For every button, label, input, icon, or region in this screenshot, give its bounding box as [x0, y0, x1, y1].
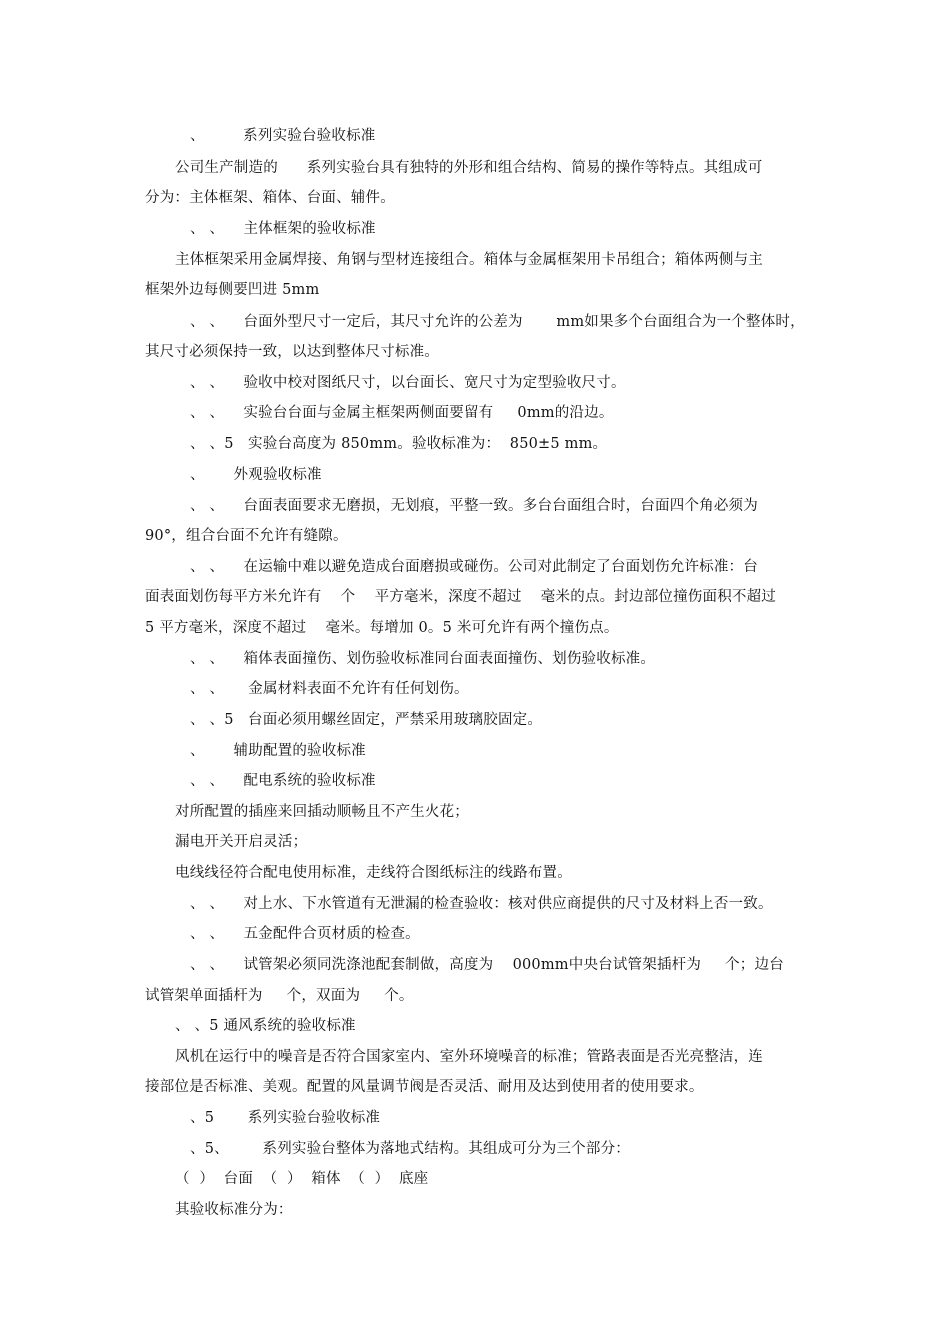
- paragraph-line: 90°，组合台面不允许有缝隙。: [145, 528, 348, 544]
- paragraph-line: 漏电开关开启灵活；: [175, 834, 308, 850]
- paragraph-line: 电线线径符合配电使用标准，走线符合图纸标注的线路布置。: [175, 865, 572, 881]
- paragraph-line: 框架外边每侧要凹进 5mm: [145, 282, 320, 298]
- heading-2: 、 外观验收标准: [190, 467, 322, 483]
- heading-1-1: 、 、 主体框架的验收标准: [190, 221, 376, 237]
- paragraph-line: 5 平方毫米，深度不超过 毫米。每增加 0。5 米可允许有两个撞伤点。: [145, 620, 619, 636]
- item-line: 、 、 台面表面要求无磨损，无划痕，平整一致。多台台面组合时，台面四个角必须为: [190, 498, 758, 514]
- item-line: 、 、 金属材料表面不允许有任何划伤。: [190, 681, 469, 697]
- item-line: 、 、 台面外型尺寸一定后，其尺寸允许的公差为 mm如果多个台面组合为一个整体时，: [190, 314, 805, 330]
- heading-3-5: 、 、5 通风系统的验收标准: [175, 1018, 356, 1034]
- item-line: 、 、5 实验台高度为 850mm。验收标准为： 850±5 mm。: [190, 436, 608, 452]
- heading-3-1: 、 、 配电系统的验收标准: [190, 773, 376, 789]
- paragraph-line: 接部位是否标准、美观。配置的风量调节阀是否灵活、耐用及达到使用者的使用要求。: [145, 1079, 704, 1095]
- paragraph-line: 公司生产制造的 系列实验台具有独特的外形和组合结构、简易的操作等特点。其组成可: [175, 160, 763, 176]
- item-line: 、 、5 台面必须用螺丝固定，严禁采用玻璃胶固定。: [190, 712, 543, 728]
- item-line: 、 、 对上水、下水管道有无泄漏的检查验收：核对供应商提供的尺寸及材料上否一致。: [190, 896, 773, 912]
- heading-5: 、5 系列实验台验收标准: [190, 1110, 381, 1126]
- component-list: （ ） 台面 （ ） 箱体 （ ） 底座: [175, 1171, 429, 1187]
- paragraph-line: 对所配置的插座来回插动顺畅且不产生火花；: [175, 804, 469, 820]
- heading-3: 、 辅助配置的验收标准: [190, 743, 366, 759]
- paragraph-line: 风机在运行中的噪音是否符合国家室内、室外环境噪音的标准；管路表面是否光亮整洁，连: [175, 1049, 763, 1065]
- paragraph-line: 主体框架采用金属焊接、角钢与型材连接组合。箱体与金属框架用卡吊组合；箱体两侧与主: [175, 252, 763, 268]
- item-line: 、 、 验收中校对图纸尺寸，以台面长、宽尺寸为定型验收尺寸。: [190, 375, 626, 391]
- item-line: 、5、 系列实验台整体为落地式结构。其组成可分为三个部分：: [190, 1141, 630, 1157]
- paragraph-line: 其验收标准分为：: [175, 1202, 293, 1218]
- item-line: 、 、 试管架必须同洗涤池配套制做，高度为 000mm中央台试管架插杆为 个；边台: [190, 957, 784, 973]
- item-line: 、 、 在运输中难以避免造成台面磨损或碰伤。公司对此制定了台面划伤允许标准：台: [190, 559, 758, 575]
- item-line: 、 、 五金配件合页材质的检查。: [190, 926, 420, 942]
- heading-1: 、 系列实验台验收标准: [190, 128, 376, 144]
- item-line: 、 、 箱体表面撞伤、划伤验收标准同台面表面撞伤、划伤验收标准。: [190, 651, 656, 667]
- paragraph-line: 试管架单面插杆为 个，双面为 个。: [145, 988, 414, 1004]
- paragraph-line: 其尺寸必须保持一致，以达到整体尺寸标准。: [145, 344, 439, 360]
- paragraph-line: 面表面划伤每平方米允许有 个 平方毫米，深度不超过 毫米的点。封边部位撞伤面积不超过: [145, 589, 777, 605]
- paragraph-line: 分为：主体框架、箱体、台面、辅件。: [145, 190, 395, 206]
- item-line: 、 、 实验台台面与金属主框架两侧面要留有 0mm的沿边。: [190, 405, 614, 421]
